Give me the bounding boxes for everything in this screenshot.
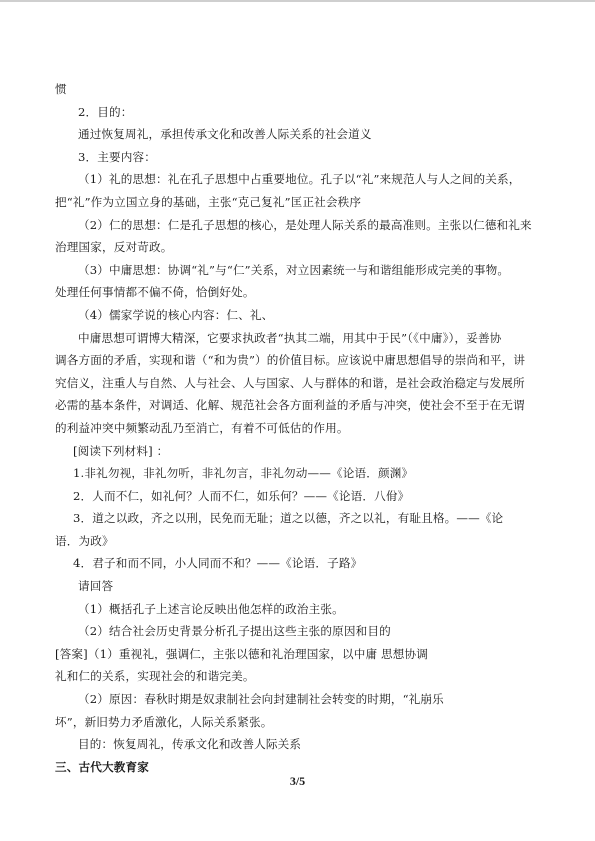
page-number: 3/5: [289, 774, 306, 788]
text-line: 中庸思想可谓博大精深，它要求执政者“执其二端，用其中于民”（《中庸》），妥善协: [78, 330, 502, 345]
text-line: 调各方面的矛盾，实现和谐（“和为贵”）的价值目标。应该说中庸思想倡导的崇尚和平，讲: [55, 353, 526, 368]
document-body: [55, 78, 540, 778]
answer-line: 目的：恢复周礼，传承文化和改善人际关系: [78, 737, 302, 752]
text-line: 必需的基本条件，对调适、化解、规范社会各方面利益的矛盾与冲突，使社会不至于在无谓: [55, 398, 525, 413]
question-line: （1）概括孔子上述言论反映出他怎样的政治主张。: [78, 601, 344, 616]
section-heading: 2．目的：: [78, 104, 133, 119]
text-line: 的利益冲突中频繁动乱乃至消亡，有着不可低估的作用。: [55, 420, 349, 435]
section-heading: 3．主要内容：: [78, 149, 156, 164]
answer-line: 礼和仁的关系，实现社会的和谐完美。: [55, 669, 255, 684]
text-line: （4）儒家学说的核心内容：仁、礼、: [78, 307, 274, 322]
text-line: （1）礼的思想：礼在孔子思想中占重要地位。孔子以“礼”来规范人与人之间的关系，: [78, 172, 521, 187]
text-line: （2）仁的思想：仁是孔子思想的核心，是处理人际关系的最高准则。主张以仁德和礼来: [78, 217, 532, 232]
section-title: 三、古代大教育家: [55, 759, 149, 774]
text-line: 把“礼”作为立国立身的基础，主张“克己复礼”匡正社会秩序: [55, 194, 362, 209]
text-line: （3）中庸思想：协调“礼”与“仁”关系，对立因素统一与和谐组能形成完美的事物。: [78, 262, 510, 277]
reading-heading: [阅读下列材料] ：: [73, 443, 169, 458]
quote-line: 4．君子和而不同，小人同而不和？——《论语．子路》: [73, 556, 363, 571]
text-line: 治理国家，反对苛政。: [55, 240, 173, 255]
question-line: （2）结合社会历史背景分析孔子提出这些主张的原因和目的: [78, 624, 391, 639]
text-line: 处理任何事情都不偏不倚，恰倒好处。: [55, 285, 255, 300]
quote-line: 2．人而不仁，如礼何？人而不仁，如乐何？——《论语．八佾》: [73, 488, 410, 503]
question-heading: 请回答: [78, 579, 114, 594]
text-line: 通过恢复周礼，承担传承文化和改善人际关系的社会道义: [78, 127, 372, 142]
answer-line: 坏”，新旧势力矛盾激化，人际关系紧张。: [55, 714, 273, 729]
answer-line: （2）原因：春秋时期是奴隶制社会向封建制社会转变的时期，“礼崩乐: [78, 692, 444, 707]
text-line: 惯: [55, 82, 67, 96]
quote-line: 3．道之以政，齐之以刑，民免而无耻；道之以德，齐之以礼，有耻且格。——《论: [73, 511, 504, 526]
text-line: 究信义，注重人与自然、人与社会、人与国家、人与群体的和谐，是社会政治稳定与发展所: [55, 375, 525, 390]
answer-line: [答案]（1）重视礼，强调仁，主张以德和礼治理国家，以中庸 思想协调: [55, 646, 429, 661]
top-divider: [0, 0, 595, 2]
quote-line: 1.非礼勿视，非礼勿听，非礼勿言，非礼勿动——《论语．颜渊》: [73, 466, 414, 481]
quote-line: 语．为政》: [55, 533, 114, 548]
